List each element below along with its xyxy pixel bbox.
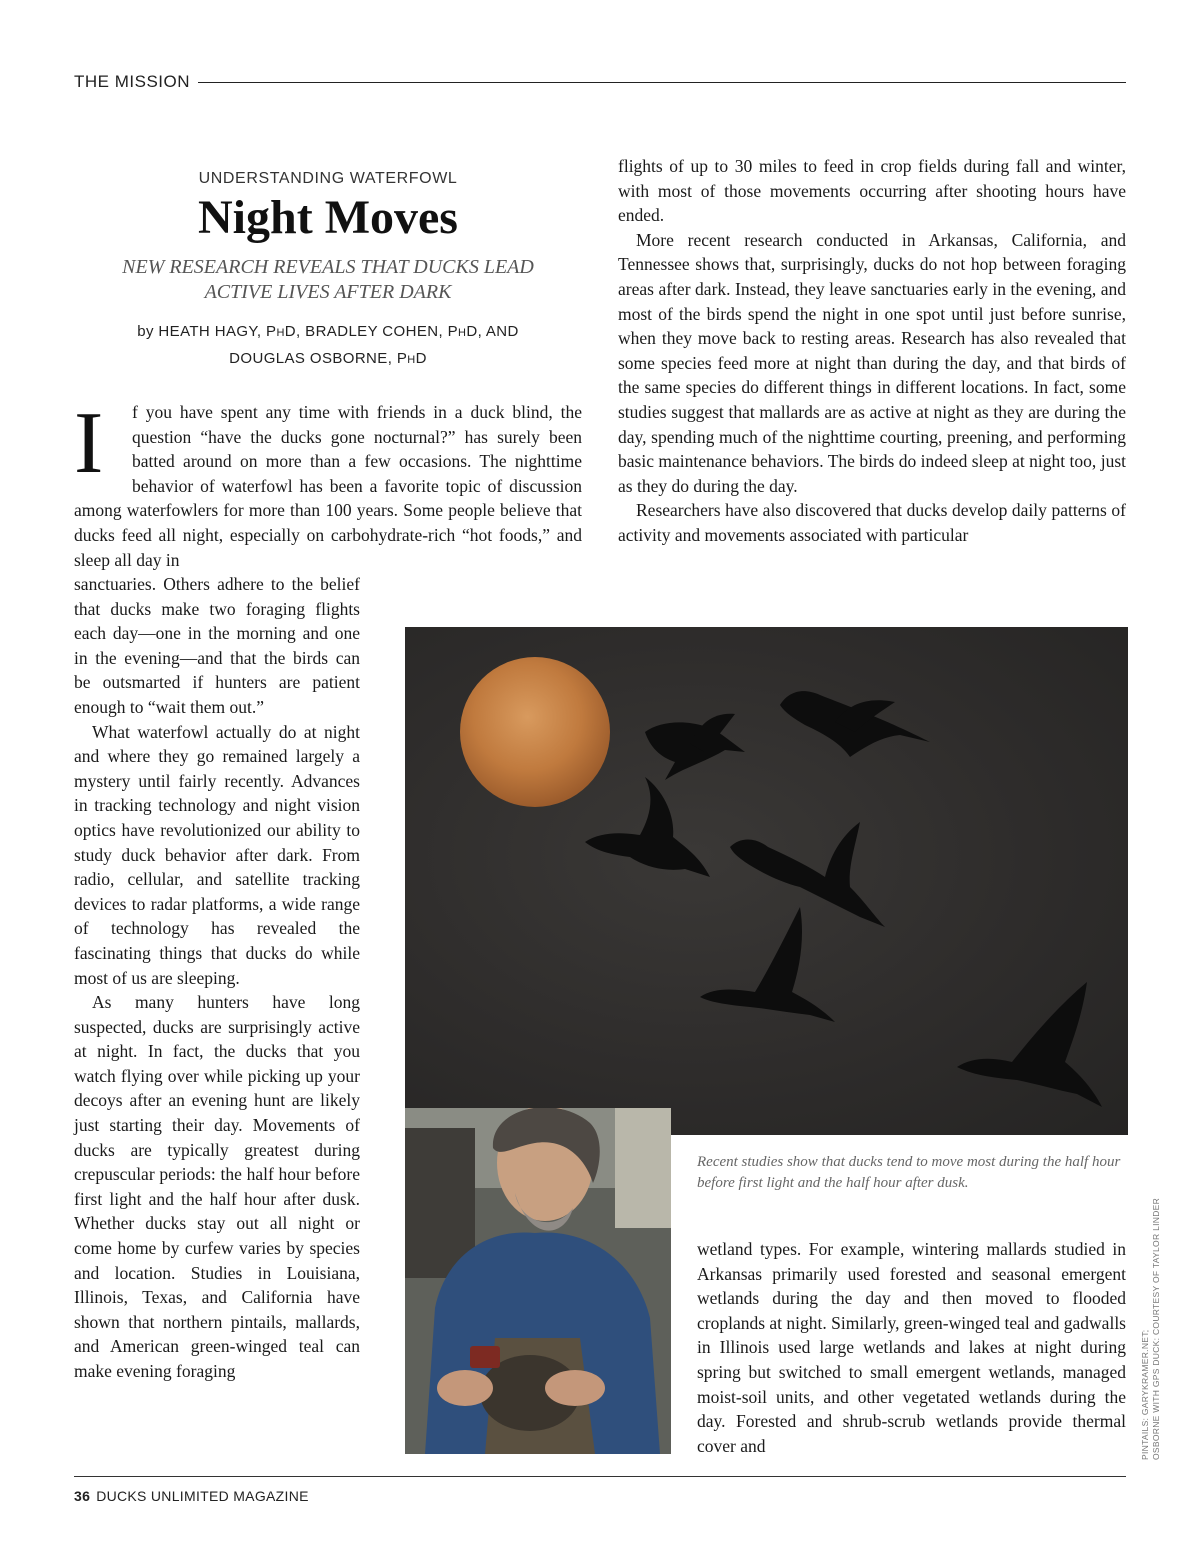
paragraph-3-continued: flights of up to 30 miles to feed in crop fields during fall and winter, with most of those movements occurring after shooting hours have ended. (618, 156, 1126, 226)
page-number: 36 (74, 1488, 91, 1504)
dek-line-1: NEW RESEARCH REVEALS THAT DUCKS LEAD (122, 256, 534, 278)
article-kicker: UNDERSTANDING WATERFOWL (198, 170, 458, 187)
researcher-gps-duck-photo (405, 1108, 671, 1454)
body-column-right-bottom (697, 1237, 1126, 1458)
paragraph-5: Researchers have also discovered that ducks develop daily patterns of activity and movements associated with particular (618, 500, 1126, 545)
duck-silhouette-2 (780, 691, 930, 757)
body-column-left-bottom (74, 572, 360, 1384)
drop-cap: I (74, 395, 104, 492)
paragraph-1-top: f you have spent any time with friends in a duck blind, the question “have the ducks gone nocturnal?” has surely been batted around on more than a few occasions. The nighttime behavior of waterfowl has been a favorite topic of discussion among waterfowlers for more than 100 years. Some people believe that ducks feed all night, especially on carbohydrate-rich “hot foods,” and sleep all day in (74, 402, 582, 570)
page-footer (74, 1488, 309, 1504)
dek-line-2: ACTIVE LIVES AFTER DARK (204, 281, 452, 303)
duck-silhouettes (585, 691, 1102, 1107)
researcher-illustration (405, 1108, 671, 1454)
publication-name: DUCKS UNLIMITED MAGAZINE (96, 1488, 309, 1504)
article-title: Night Moves (198, 191, 458, 244)
article-dek (90, 255, 566, 305)
paragraph-4: More recent research conducted in Arkansas, California, and Tennessee shows that, surprisingly, ducks do not hop between foraging areas after dark. Instead, they leave sanctuaries early in the evening, and most of the birds spend the night in one spot until just before sunrise, when they move back to resting areas. Research has also revealed that some species feed more at night than during the day, and that birds of the same species do different things in different locations. In fact, some studies suggest that mallards are as active at night as they are during the day, spending much of the nighttime courting, preening, and performing basic maintenance behaviors. The birds do indeed sleep at night too, just as they do during the day. (618, 229, 1126, 496)
moon (460, 657, 610, 807)
photo-caption: Recent studies show that ducks tend to move most during the half hour before first light and the half hour after dusk. (697, 1154, 1121, 1191)
paragraph-2: What waterfowl actually do at night and where they go remained largely a mystery until fairly recently. Advances in tracking technology and night vision optics have revolutionized our ability to study duck behavior after dark. From radio, cellular, and satellite tracking devices to radar platforms, a wide range of technology has revealed the fascinating things that ducks do while most of us are sleeping. (74, 721, 360, 988)
section-label: THE MISSION (74, 72, 191, 91)
duck-silhouette-6 (957, 982, 1102, 1107)
photo-credit-line-2: OSBORNE WITH GPS DUCK: COURTESY OF TAYLOR LINDER (1151, 1197, 1161, 1460)
byline-line-2: DOUGLAS OSBORNE, PHD (229, 350, 427, 367)
duck-silhouette-1 (645, 714, 745, 780)
body-column-left-top (74, 395, 582, 572)
duck-silhouette-5 (700, 907, 835, 1022)
footer-rule (74, 1476, 1126, 1477)
duck-silhouette-3 (585, 777, 710, 877)
paragraph-3: As many hunters have long suspected, ducks are surprisingly active at night. In fact, the ducks that you watch flying over while picking up your decoys after an evening hunt are likely just starting their day. Movements of ducks are typically greatest during crepuscular periods: the half hour before first light and the half hour after dusk. Whether ducks stay out all night or come home by curfew varies by species and location. Studies in Louisiana, Illinois, Texas, and California have shown that northern pintails, mallards, and American green-winged teal can make evening foraging (74, 992, 360, 1381)
duck-silhouette-4 (730, 822, 885, 927)
body-column-right-top (618, 154, 1126, 548)
pintails-silhouette-illustration (405, 627, 1128, 1135)
photo-credit (1140, 1160, 1162, 1460)
paragraph-5-continued: wetland types. For example, wintering mallards studied in Arkansas primarily used forested and seasonal emergent wetlands during the day and then moved to flooded croplands at night. Similarly, green-winged teal and gadwalls in Illinois used large wetlands and lakes at night during spring but switched to small emergent wetlands, managed moist-soil units, and other vegetated wetlands during the day. Forested and shrub-scrub wetlands provide thermal cover and (697, 1239, 1126, 1456)
article-byline (90, 319, 566, 373)
header-rule (198, 82, 1126, 83)
paragraph-1-rest: sanctuaries. Others adhere to the belief that ducks make two foraging flights each day—one in the morning and one in the evening—and that the birds can be outsmarted if hunters are patient enough to “wait them out.” (74, 574, 360, 717)
photo-credit-line-1: PINTAILS: GARYKRAMER.NET; (1140, 1329, 1150, 1460)
pintails-moon-photo (405, 627, 1128, 1135)
byline-line-1: by HEATH HAGY, PHD, BRADLEY COHEN, PHD, AND (137, 323, 519, 340)
